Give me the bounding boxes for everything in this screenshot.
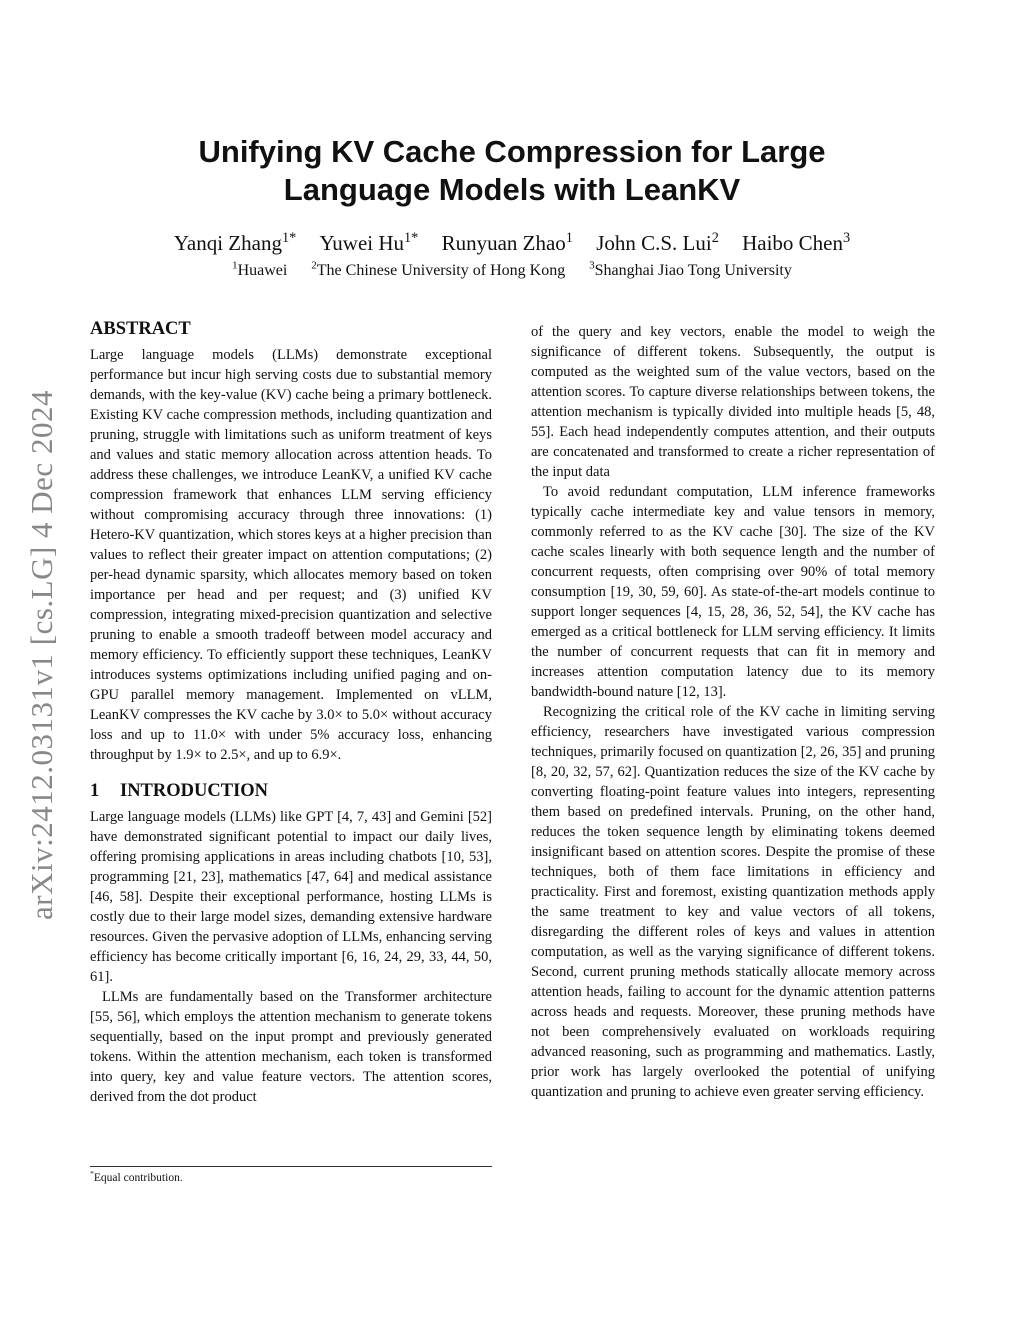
arxiv-identifier-stamp: [12, 360, 72, 950]
right-column: [531, 322, 935, 1102]
footnote-text: Equal contribution.: [93, 1172, 183, 1184]
paper-title: [100, 133, 924, 209]
title-line-2: Language Models with LeanKV: [283, 172, 741, 207]
author: John C.S. Lui$^2$: [596, 230, 719, 255]
arxiv-id-text: arXiv:2412.03131v1 [cs.LG] 4 Dec 2024: [24, 390, 59, 920]
footnote-divider: [90, 1166, 492, 1167]
introduction-heading: [90, 779, 492, 803]
intro-paragraph-3: To avoid redundant computation, LLM inference frameworks typically cache intermediate key and value tensors in memory, commonly referred to as the KV cache [30]. The size of the KV cache scales linearly with both sequence length and the number of concurrent requests, often comprising over 90% of total memory consumption [19, 30, 59, 60]. As state-of-the-art models continue to support longer sequences [4, 15, 28, 36, 52, 54], the KV cache has emerged as a critical bottleneck for LLM serving efficiency. It limits the number of concurrent requests that can fit in memory and increases attention computation latency due to its memory bandwidth-bound nature [12, 13].: [531, 484, 935, 700]
footnote: [90, 1170, 183, 1186]
author: Runyuan Zhao$^1$: [441, 230, 573, 255]
affiliation: $^1$Huawei: [232, 259, 288, 279]
abstract-heading: ABSTRACT: [90, 319, 191, 339]
intro-paragraph-4: Recognizing the critical role of the KV cache in limiting serving efficiency, researchers have investigated various compression techniques, primarily focused on quantization [2, 26, 35] and pruning [8, 20, 32, 57, 62]. Quantization reduces the size of the KV cache by converting floating-point feature values into integers, representing them based on predefined intervals. Pruning, on the other hand, reduces the token sequence length by eliminating tokens deemed insignificant based on attention scores. Despite the promise of these techniques, both of them face limitations in efficiency and practicality. First and foremost, existing quantization methods apply the same treatment to key and value vectors of all tokens, disregarding the different roles of keys and values in attention computation, as well as the varying significance of different tokens. Second, current pruning methods statically allocate memory across attention heads, failing to account for the dynamic attention patterns across heads and requests. Moreover, these pruning methods have not been comprehensively evaluated on workloads requiring advanced reasoning, such as programming and mathematics. Lastly, prior work has largely overlooked the potential of unifying quantization and pruning to achieve even greater serving efficiency.: [531, 704, 935, 1100]
affiliation: $^2$The Chinese University of Hong Kong: [311, 259, 566, 279]
author-list: [100, 230, 924, 256]
abstract-text: Large language models (LLMs) demonstrate exceptional performance but incur high serving costs due to substantial memory demands, with the key-value (KV) cache being a primary bottleneck. Existing KV cache compression methods, including quantization and pruning, struggle with limitations such as uniform treatment of keys and values and static memory allocation across attention heads. To address these challenges, we introduce LeanKV, a unified KV cache compression framework that enhances LLM serving efficiency without compromising accuracy through three innovations: (1) Hetero-KV quantization, which stores keys at a higher precision than values to reflect their greater impact on attention computations; (2) per-head dynamic sparsity, which allocates memory based on token importance per head and per request; and (3) unified KV compression, integrating mixed-precision quantization and selective pruning to enable a smooth tradeoff between model accuracy and memory efficiency. To efficiently support these techniques, LeanKV introduces systems optimizations including unified paging and on-GPU parallel memory management. Implemented on vLLM, LeanKV compresses the KV cache by 3.0× to 5.0× without accuracy loss and up to 11.0× with under 5% accuracy loss, enhancing throughput by 1.9× to 2.5×, and up to 6.9×.: [90, 347, 492, 763]
intro-paragraph-2-continued: of the query and key vectors, enable the model to weigh the significance of different tokens. Subsequently, the output is computed as the weighted sum of the value vectors, based on the attention scores. To capture diverse relationships between tokens, the attention mechanism is typically divided into multiple heads [5, 48, 55]. Each head independently computes attention, and their outputs are concatenated and transformed to create a richer representation of the input data: [531, 324, 935, 480]
title-line-1: Unifying KV Cache Compression for Large: [198, 134, 826, 169]
author: Yanqi Zhang$^{1*}$: [173, 230, 297, 255]
author: Haibo Chen$^3$: [742, 230, 851, 255]
left-column: [90, 317, 492, 1107]
footnote-mark: *: [90, 1169, 94, 1179]
author: Yuwei $Hu^{1*}$: [319, 230, 419, 255]
affiliation-list: [100, 260, 924, 282]
intro-paragraph-1: Large language models (LLMs) like GPT [4, 7, 43] and Gemini [52] have demonstrated significant potential to impact our daily lives, offering promising applications in areas including chatbots [10, 53], programming [21, 23], mathematics [47, 64] and medical assistance [46, 58]. Despite their exceptional performance, hosting LLMs is costly due to their large model sizes, demanding extensive hardware resources. Given the pervasive adoption of LLMs, enhancing serving efficiency has become critically important [6, 16, 24, 29, 33, 44, 50, 61].: [90, 809, 492, 985]
section-title: INTRODUCTION: [120, 781, 269, 801]
affiliation: $^3$Shanghai Jiao Tong University: [589, 259, 792, 279]
intro-paragraph-2: LLMs are fundamentally based on the Transformer architecture [55, 56], which employs the attention mechanism to generate tokens sequentially, based on the input prompt and previously generated tokens. Within the attention mechanism, each token is transformed into query, key and value feature vectors. The attention scores, derived from the dot product: [90, 989, 492, 1105]
section-number: 1: [90, 781, 100, 801]
